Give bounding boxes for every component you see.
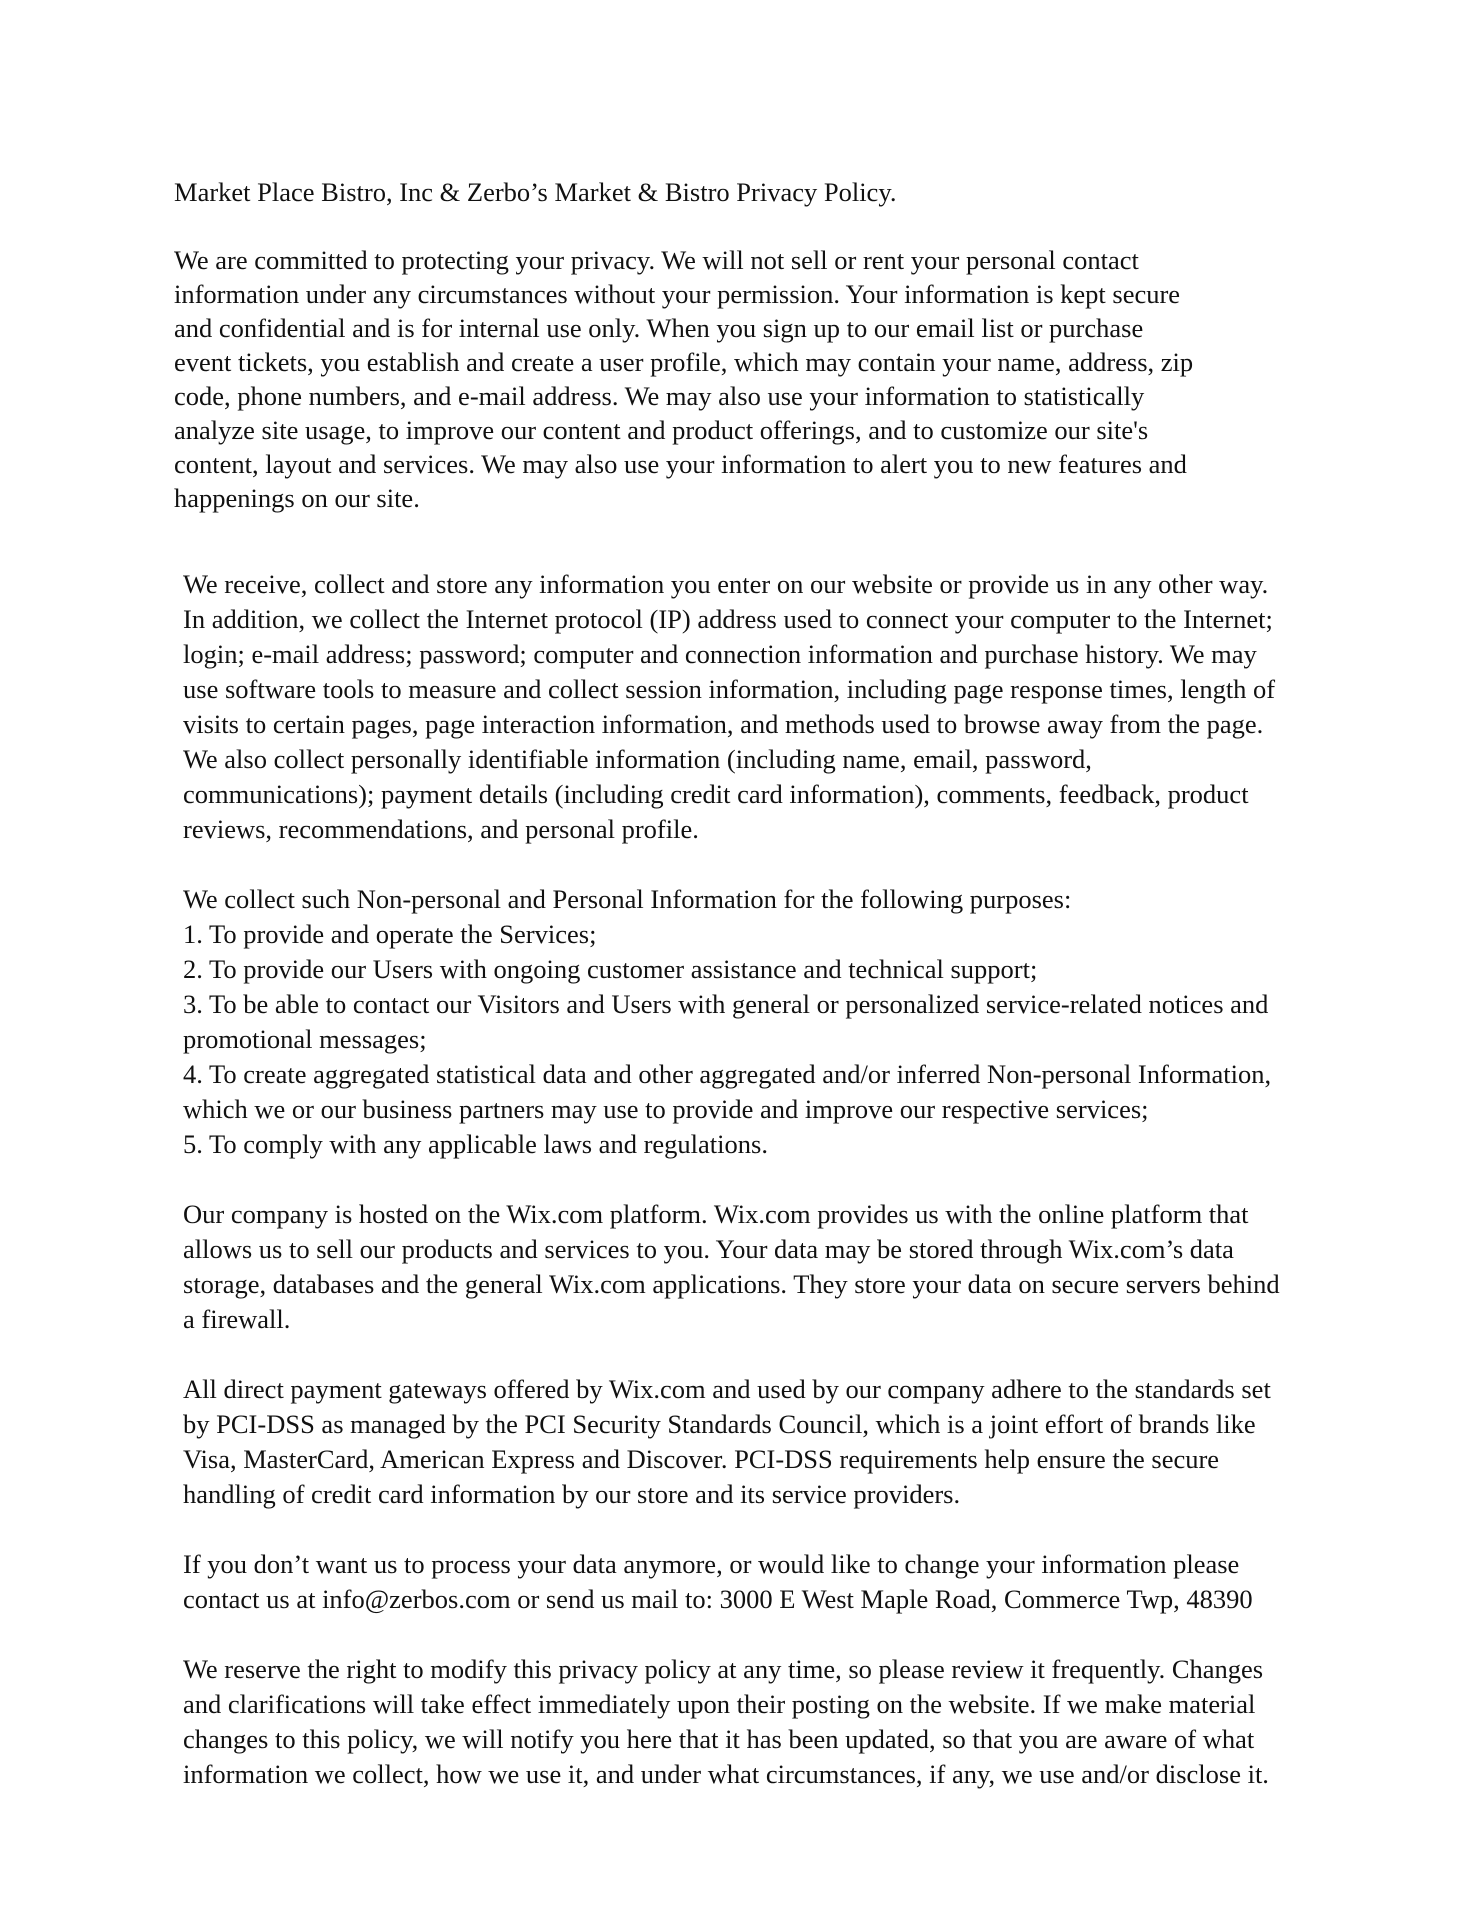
payments-line: handling of credit card information by our store and its service providers. — [183, 1479, 961, 1509]
intro-line: and confidential and is for internal use only. When you sign up to our email list or purchase — [174, 313, 1144, 343]
changes-line: and clarifications will take effect immediately upon their posting on the website. If we make material — [183, 1689, 1256, 1719]
contact-line: If you don’t want us to process your data anymore, or would like to change your information please — [183, 1549, 1240, 1579]
purpose-item: promotional messages; — [183, 1024, 427, 1054]
collection-line: login; e-mail address; password; computer and connection information and purchase history. We may — [183, 639, 1257, 669]
document-title: Market Place Bistro, Inc & Zerbo’s Market & Bistro Privacy Policy. — [174, 177, 897, 207]
intro-line: information under any circumstances without your permission. Your information is kept secure — [174, 279, 1181, 309]
purpose-item: 5. To comply with any applicable laws and regulations. — [183, 1129, 768, 1159]
purpose-item: 4. To create aggregated statistical data and other aggregated and/or inferred Non-personal Information, — [183, 1059, 1272, 1089]
purpose-item: 1. To provide and operate the Services; — [183, 919, 597, 949]
collection-line: visits to certain pages, page interaction information, and methods used to browse away from the page. — [183, 709, 1264, 739]
intro-line: event tickets, you establish and create a user profile, which may contain your name, address, zip — [174, 347, 1194, 377]
payments-line: by PCI-DSS as managed by the PCI Security Standards Council, which is a joint effort of brands like — [183, 1409, 1256, 1439]
intro-line: content, layout and services. We may also use your information to alert you to new features and — [174, 449, 1187, 479]
payments-line: All direct payment gateways offered by Wix.com and used by our company adhere to the standards set — [183, 1374, 1271, 1404]
collection-line: use software tools to measure and collect session information, including page response times, length of — [183, 674, 1276, 704]
collection-line: We receive, collect and store any information you enter on our website or provide us in any other way. — [183, 569, 1269, 599]
intro-line: happenings on our site. — [174, 483, 420, 513]
purpose-item: 2. To provide our Users with ongoing customer assistance and technical support; — [183, 954, 1038, 984]
changes-line: We reserve the right to modify this privacy policy at any time, so please review it frequently. Changes — [183, 1654, 1264, 1684]
hosting-line: Our company is hosted on the Wix.com platform. Wix.com provides us with the online platform that — [183, 1199, 1249, 1229]
collection-line: In addition, we collect the Internet protocol (IP) address used to connect your computer to the Internet; — [183, 604, 1273, 634]
collection-line: reviews, recommendations, and personal profile. — [183, 814, 699, 844]
hosting-line: a firewall. — [183, 1304, 291, 1334]
purpose-item: which we or our business partners may use to provide and improve our respective services; — [183, 1094, 1149, 1124]
intro-line: We are committed to protecting your privacy. We will not sell or rent your personal contact — [174, 245, 1139, 275]
changes-line: information we collect, how we use it, and under what circumstances, if any, we use and/or disclose it. — [183, 1759, 1269, 1789]
purposes-intro: We collect such Non-personal and Personal Information for the following purposes: — [183, 884, 1072, 914]
intro-line: code, phone numbers, and e-mail address. We may also use your information to statistically — [174, 381, 1145, 411]
collection-line: communications); payment details (including credit card information), comments, feedback, product — [183, 779, 1249, 809]
hosting-line: storage, databases and the general Wix.com applications. They store your data on secure servers behind — [183, 1269, 1280, 1299]
purpose-item: 3. To be able to contact our Visitors and Users with general or personalized service-related notices and — [183, 989, 1269, 1019]
collection-line: We also collect personally identifiable information (including name, email, password, — [183, 744, 1092, 774]
contact-line: contact us at info@zerbos.com or send us mail to: 3000 E West Maple Road, Commerce Twp, 48390 — [183, 1584, 1253, 1614]
hosting-line: allows us to sell our products and services to you. Your data may be stored through Wix.com’s data — [183, 1234, 1234, 1264]
intro-line: analyze site usage, to improve our content and product offerings, and to customize our site's — [174, 415, 1149, 445]
payments-line: Visa, MasterCard, American Express and Discover. PCI-DSS requirements help ensure the secure — [183, 1444, 1220, 1474]
changes-line: changes to this policy, we will notify you here that it has been updated, so that you are aware of what — [183, 1724, 1255, 1754]
